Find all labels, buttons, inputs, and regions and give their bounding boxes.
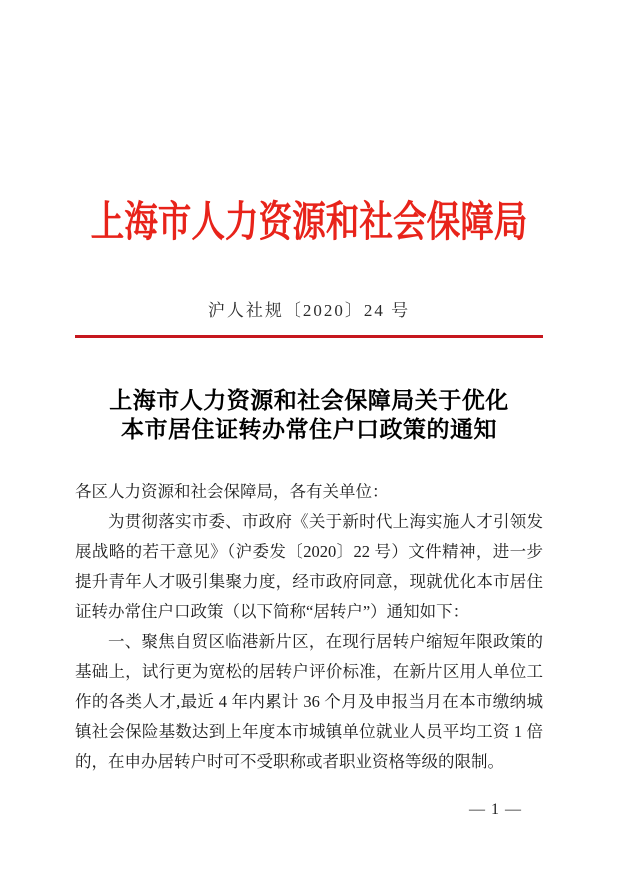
agency-masthead: 上海市人力资源和社会保障局: [90, 200, 528, 246]
document-number: 沪人社规〔2020〕24 号: [207, 301, 411, 320]
body-line: 基础上，试行更为宽松的居转户评价标准，在新片区用人单位工: [75, 662, 543, 681]
body-line: 证转办常住户口政策（以下简称“居转户”）通知如下：: [75, 602, 470, 621]
body-line: 展战略的若干意见》（沪委发〔2020〕22 号）文件精神，进一步: [75, 542, 543, 561]
red-divider: [75, 335, 543, 338]
body-line: 镇社会保险基数达到上年度本市城镇单位就业人员平均工资 1 倍: [75, 722, 543, 741]
body-line: 的，在申办居转户时可不受职称或者职业资格等级的限制。: [75, 752, 504, 771]
body-line: 提升青年人才吸引集聚力度，经市政府同意，现就优化本市居住: [75, 572, 543, 591]
body-line: 为贯彻落实市委、市政府《关于新时代上海实施人才引领发: [108, 512, 543, 531]
body-line: 作的各类人才,最近 4 年内累计 36 个月及申报当月在本市缴纳城: [75, 692, 543, 711]
salutation-line: 各区人力资源和社会保障局，各有关单位：: [75, 482, 389, 501]
body-text: [75, 477, 543, 777]
notice-title-line1: 上海市人力资源和社会保障局关于优化: [109, 388, 509, 413]
body-line: 一、聚焦自贸区临港新片区，在现行居转户缩短年限政策的: [108, 632, 543, 651]
notice-title: [0, 386, 618, 444]
page-number: — 1 —: [469, 801, 522, 818]
notice-title-line2: 本市居住证转办常住户口政策的通知: [121, 417, 497, 442]
